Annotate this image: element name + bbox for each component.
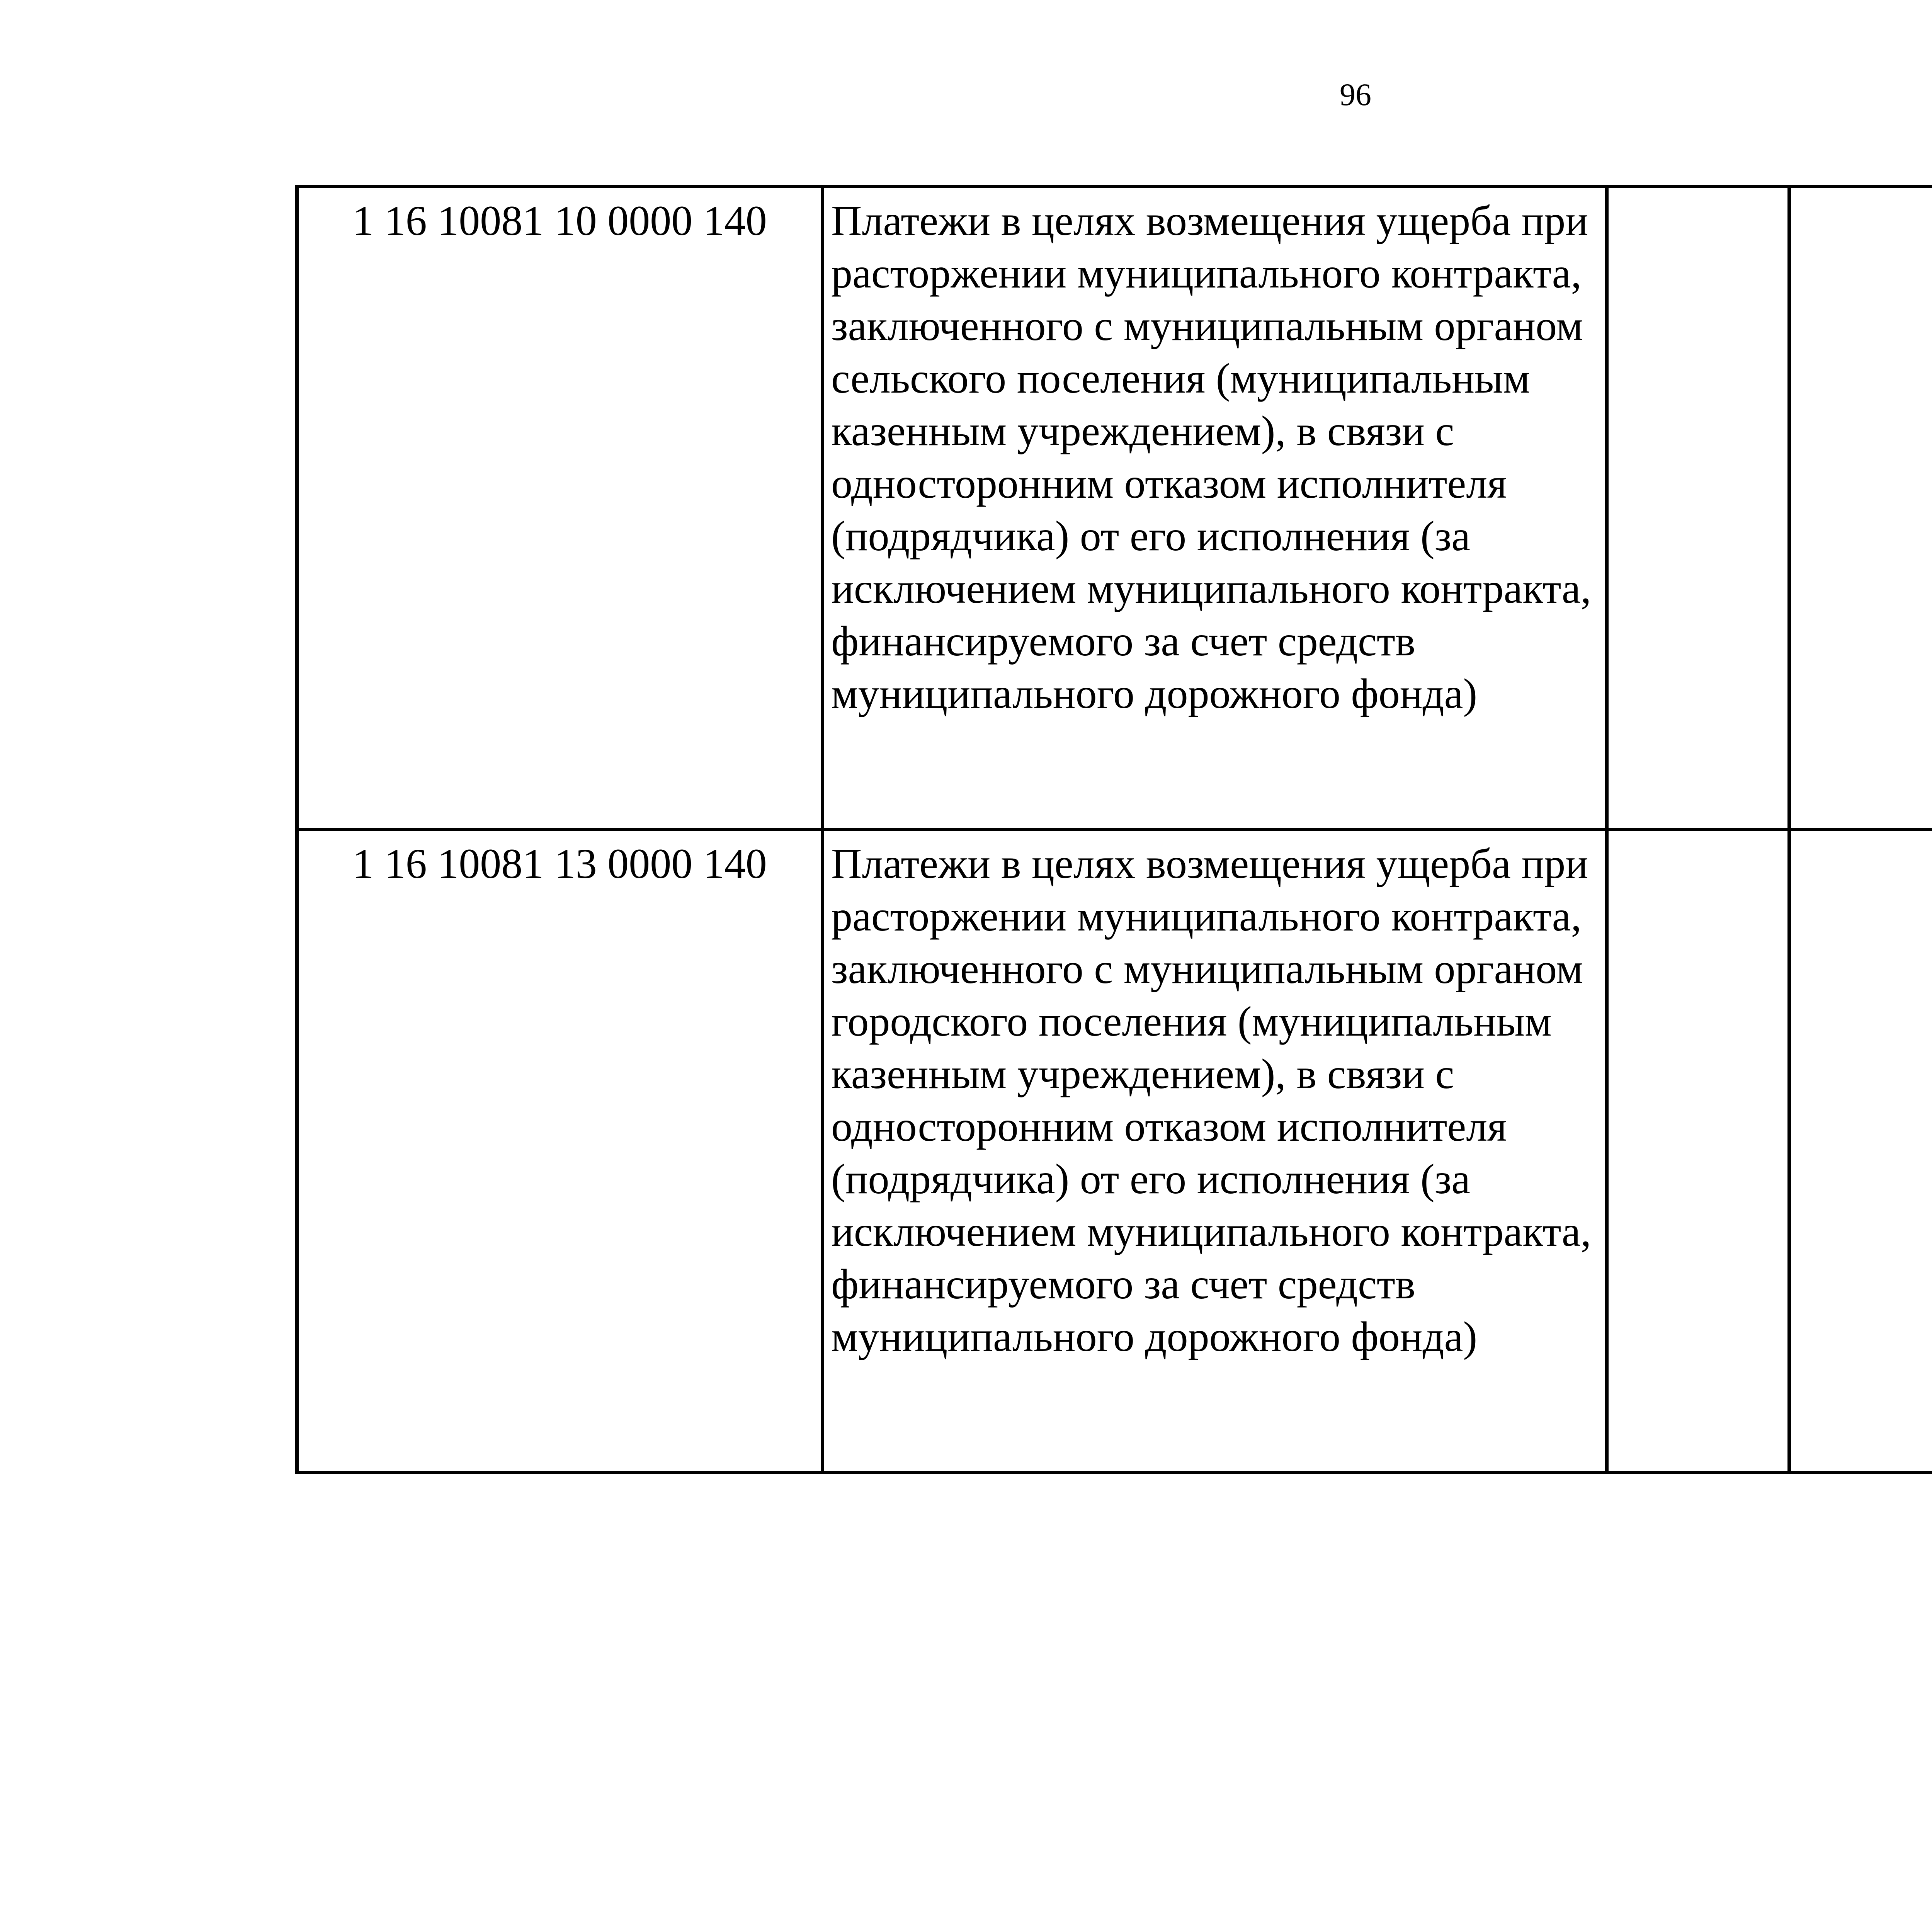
table-row	[297, 187, 1932, 830]
table-cell-col4	[1789, 187, 1932, 830]
table-cell-col4	[1789, 830, 1932, 1473]
table-row	[297, 830, 1932, 1473]
revenue-code-cell: 1 16 10081 13 0000 140	[297, 830, 823, 1473]
revenue-description-cell: Платежи в целях возмещения ущерба при расторжении муниципального контракта, заключенного с муниципальным органом городского поселения (муниципальным казенным учреждением), в связи с односторонним отказом исполнителя (подрядчика) от его исполнения (за исключением муниципального контракта, финансируемого за счет средств муниципального дорожного фонда)	[823, 830, 1607, 1473]
table-cell-col3	[1607, 187, 1789, 830]
revenue-table	[295, 185, 1932, 1474]
revenue-description-cell: Платежи в целях возмещения ущерба при расторжении муниципального контракта, заключенного с муниципальным органом сельского поселения (муниципальным казенным учреждением), в связи с односторонним отказом исполнителя (подрядчика) от его исполнения (за исключением муниципального контракта, финансируемого за счет средств муниципального дорожного фонда)	[823, 187, 1607, 830]
page-number: 96	[1340, 77, 1371, 112]
table-cell-col3	[1607, 830, 1789, 1473]
revenue-code-cell: 1 16 10081 10 0000 140	[297, 187, 823, 830]
